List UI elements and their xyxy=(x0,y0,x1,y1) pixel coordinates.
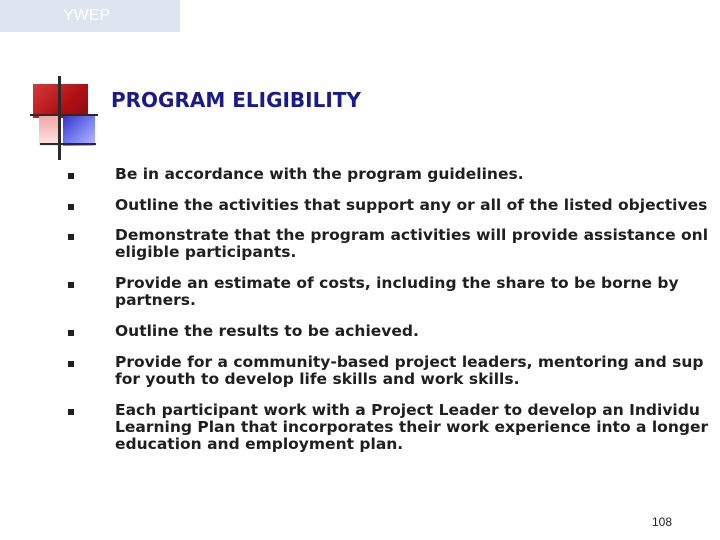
bullet-square-icon xyxy=(68,204,74,210)
bullet-square-icon xyxy=(68,282,74,288)
page-number: 108 xyxy=(652,515,673,529)
bullet-square-icon xyxy=(68,361,74,367)
bullet-text: Outline the results to be achieved. xyxy=(115,323,419,340)
decor-vertical-line xyxy=(58,76,61,160)
slide-title: PROGRAM ELIGIBILITY xyxy=(111,88,361,112)
bullet-text: Each participant work with a Project Leader to develop an Individu Learning Plan that incorporates their work experience into a longer education and employment plan. xyxy=(115,402,709,453)
header-tab xyxy=(0,0,180,32)
bullet-square-icon xyxy=(68,409,74,415)
bullet-text: Provide an estimate of costs, including the share to be borne by partners. xyxy=(115,275,679,309)
bullet-square-icon xyxy=(68,173,74,179)
decor-blue-square xyxy=(63,116,95,146)
title-decoration xyxy=(30,76,100,162)
bullet-text: Demonstrate that the program activities will provide assistance onl eligible participants. xyxy=(115,227,709,261)
bullet-text: Be in accordance with the program guidelines. xyxy=(115,166,524,183)
bullet-square-icon xyxy=(68,330,74,336)
bullet-square-icon xyxy=(68,234,74,240)
decor-horizontal-line xyxy=(30,114,98,116)
decor-horizontal-line-lower xyxy=(40,143,96,145)
bullet-text: Outline the activities that support any or all of the listed objectives xyxy=(115,197,708,214)
header-tab-label: YWEP xyxy=(63,7,111,24)
bullet-text: Provide for a community-based project leaders, mentoring and sup for youth to develop life skills and work skills. xyxy=(115,354,704,388)
